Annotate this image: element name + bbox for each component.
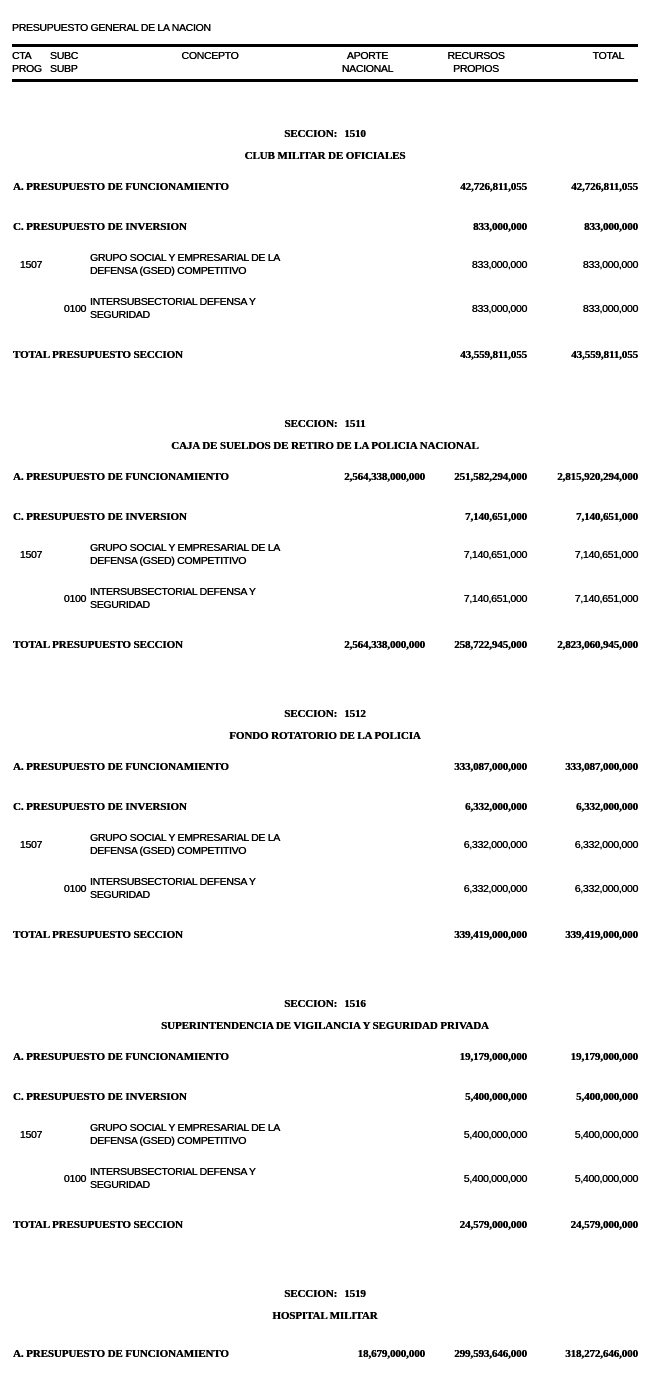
- cell-aporte: 2,564,338,000,000: [344, 639, 425, 651]
- section-name: CLUB MILITAR DE OFICIALES: [244, 150, 406, 162]
- cell-recursos: 5,400,000,000: [465, 1091, 527, 1103]
- cell-subc-subp: 0100: [63, 1172, 87, 1185]
- cell-recursos: 258,722,945,000: [454, 639, 527, 651]
- table-row: [12, 1166, 638, 1192]
- cell-recursos: 299,593,646,000: [454, 1348, 527, 1360]
- cell-recursos: 42,726,811,055: [460, 181, 527, 193]
- cell-total: 339,419,000,000: [565, 929, 638, 941]
- section-code-number: 1519: [344, 1288, 366, 1300]
- budget-section-1510: [12, 128, 638, 362]
- table-row: [12, 471, 638, 484]
- concepto-line1: INTERSUBSECTORIAL DEFENSA Y: [90, 296, 256, 308]
- cell-concepto: C. PRESUPUESTO DE INVERSION: [13, 511, 187, 523]
- cell-recursos: 6,332,000,000: [465, 801, 527, 813]
- section-rows: [12, 1051, 638, 1232]
- table-row: [12, 252, 638, 278]
- section-code-label: SECCION:: [284, 128, 338, 140]
- cell-total: 6,332,000,000: [576, 801, 638, 813]
- cell-concepto: [90, 542, 310, 568]
- header-subc-subp: [50, 50, 90, 76]
- concepto-line1: INTERSUBSECTORIAL DEFENSA Y: [90, 1166, 256, 1178]
- budget-section-1516: [12, 998, 638, 1232]
- section-rows: [12, 471, 638, 652]
- cell-recursos: 7,140,651,000: [463, 548, 527, 561]
- table-row: [12, 1091, 638, 1104]
- section-code: [12, 128, 638, 141]
- cell-recursos: 19,179,000,000: [459, 1051, 527, 1063]
- cell-total: 24,579,000,000: [570, 1219, 638, 1231]
- table-row: [12, 832, 638, 858]
- cell-subc-subp: 0100: [63, 302, 87, 315]
- cell-recursos: 833,000,000: [471, 258, 527, 271]
- budget-section-1519: [12, 1288, 638, 1361]
- cell-concepto: [90, 252, 310, 278]
- section-code: [12, 998, 638, 1011]
- cell-recursos: 833,000,000: [471, 302, 527, 315]
- header-aporte-nacional: [310, 50, 425, 76]
- cell-recursos: 7,140,651,000: [463, 592, 527, 605]
- header-cta: CTA: [12, 50, 32, 62]
- cell-total: 833,000,000: [582, 258, 638, 271]
- concepto-line2: SEGURIDAD: [90, 309, 150, 321]
- cell-recursos: 6,332,000,000: [463, 838, 527, 851]
- cell-total: 5,400,000,000: [576, 1091, 638, 1103]
- table-row: [12, 296, 638, 322]
- table-row-total: [12, 349, 638, 362]
- header-prog: PROG: [12, 63, 42, 75]
- cell-concepto: TOTAL PRESUPUESTO SECCION: [13, 349, 183, 361]
- cell-concepto: [90, 586, 310, 612]
- section-name: HOSPITAL MILITAR: [272, 1310, 378, 1322]
- table-row: [12, 801, 638, 814]
- table-row: [12, 511, 638, 524]
- section-rows: [12, 181, 638, 362]
- section-rows: [12, 1348, 638, 1361]
- cell-subc-subp: 0100: [63, 592, 87, 605]
- cell-concepto: A. PRESUPUESTO DE FUNCIONAMIENTO: [13, 1051, 229, 1063]
- cell-concepto: A. PRESUPUESTO DE FUNCIONAMIENTO: [13, 761, 229, 773]
- cell-total: 5,400,000,000: [574, 1128, 638, 1141]
- cell-recursos: 5,400,000,000: [463, 1128, 527, 1141]
- section-name: SUPERINTENDENCIA DE VIGILANCIA Y SEGURIDAD PRIVADA: [161, 1020, 489, 1032]
- concepto-line1: GRUPO SOCIAL Y EMPRESARIAL DE LA: [90, 1122, 280, 1134]
- concepto-line1: INTERSUBSECTORIAL DEFENSA Y: [90, 586, 256, 598]
- cell-cta-prog: 1507: [19, 1128, 43, 1141]
- table-row: [12, 181, 638, 194]
- budget-section-1512: [12, 708, 638, 942]
- cell-subc-subp: 0100: [63, 882, 87, 895]
- cell-total: 7,140,651,000: [576, 511, 638, 523]
- concepto-line1: GRUPO SOCIAL Y EMPRESARIAL DE LA: [90, 252, 280, 264]
- cell-cta-prog: 1507: [19, 548, 43, 561]
- section-code-label: SECCION:: [284, 418, 338, 430]
- section-code-number: 1510: [344, 128, 366, 140]
- cell-recursos: 339,419,000,000: [454, 929, 527, 941]
- table-row: [12, 542, 638, 568]
- cell-concepto: [90, 1122, 310, 1148]
- cell-total: 42,726,811,055: [571, 181, 638, 193]
- cell-concepto: TOTAL PRESUPUESTO SECCION: [13, 929, 183, 941]
- header-aporte: APORTE: [346, 50, 389, 62]
- cell-total: 5,400,000,000: [574, 1172, 638, 1185]
- table-row: [12, 761, 638, 774]
- cell-concepto: [90, 1166, 310, 1192]
- cell-aporte: 18,679,000,000: [357, 1348, 425, 1360]
- concepto-line1: GRUPO SOCIAL Y EMPRESARIAL DE LA: [90, 832, 280, 844]
- section-code: [12, 708, 638, 721]
- header-recursos-propios: [425, 50, 527, 76]
- concepto-line2: SEGURIDAD: [90, 889, 150, 901]
- cell-cta-prog: 1507: [19, 838, 43, 851]
- cell-total: 318,272,646,000: [565, 1348, 638, 1360]
- section-code-number: 1512: [344, 708, 366, 720]
- header-subp: SUBP: [50, 63, 78, 75]
- concepto-line2: DEFENSA (GSED) COMPETITIVO: [90, 265, 247, 277]
- header-cta-prog: [12, 50, 50, 76]
- table-row: [12, 876, 638, 902]
- table-row: [12, 1348, 638, 1361]
- document-title: PRESUPUESTO GENERAL DE LA NACION: [12, 22, 211, 34]
- table-row: [12, 221, 638, 234]
- concepto-line2: DEFENSA (GSED) COMPETITIVO: [90, 845, 247, 857]
- cell-recursos: 833,000,000: [473, 221, 527, 233]
- cell-concepto: C. PRESUPUESTO DE INVERSION: [13, 801, 187, 813]
- header-recursos: RECURSOS: [447, 50, 505, 62]
- cell-concepto: A. PRESUPUESTO DE FUNCIONAMIENTO: [13, 471, 229, 483]
- concepto-line1: GRUPO SOCIAL Y EMPRESARIAL DE LA: [90, 542, 280, 554]
- cell-concepto: [90, 876, 310, 902]
- section-code-label: SECCION:: [284, 1288, 338, 1300]
- header-nacional: NACIONAL: [341, 63, 394, 75]
- cell-recursos: 7,140,651,000: [465, 511, 527, 523]
- cell-total: 19,179,000,000: [570, 1051, 638, 1063]
- header-total: TOTAL: [592, 50, 624, 62]
- cell-concepto: C. PRESUPUESTO DE INVERSION: [13, 1091, 187, 1103]
- cell-concepto: [90, 296, 310, 322]
- cell-recursos: 24,579,000,000: [459, 1219, 527, 1231]
- table-header: [12, 44, 638, 82]
- header-concepto: CONCEPTO: [181, 50, 239, 62]
- cell-concepto: [90, 832, 310, 858]
- cell-total: 833,000,000: [584, 221, 638, 233]
- section-rows: [12, 761, 638, 942]
- cell-total: 333,087,000,000: [565, 761, 638, 773]
- cell-recursos: 6,332,000,000: [463, 882, 527, 895]
- concepto-line2: DEFENSA (GSED) COMPETITIVO: [90, 1135, 247, 1147]
- cell-total: 7,140,651,000: [574, 548, 638, 561]
- table-row: [12, 1122, 638, 1148]
- section-code-label: SECCION:: [284, 708, 338, 720]
- cell-total: 7,140,651,000: [574, 592, 638, 605]
- header-propios: PROPIOS: [453, 63, 499, 75]
- cell-total: 43,559,811,055: [571, 349, 638, 361]
- section-code: [12, 1288, 638, 1301]
- cell-total: 6,332,000,000: [574, 882, 638, 895]
- section-code-number: 1511: [344, 418, 366, 430]
- table-row: [12, 1051, 638, 1064]
- section-code: [12, 418, 638, 431]
- table-row-total: [12, 639, 638, 652]
- concepto-line2: SEGURIDAD: [90, 1179, 150, 1191]
- cell-recursos: 333,087,000,000: [454, 761, 527, 773]
- cell-aporte: 2,564,338,000,000: [344, 471, 425, 483]
- cell-recursos: 251,582,294,000: [454, 471, 527, 483]
- cell-total: 2,823,060,945,000: [557, 639, 638, 651]
- table-row: [12, 586, 638, 612]
- cell-recursos: 5,400,000,000: [463, 1172, 527, 1185]
- section-code-number: 1516: [344, 998, 366, 1010]
- budget-section-1511: [12, 418, 638, 652]
- section-name: CAJA DE SUELDOS DE RETIRO DE LA POLICIA NACIONAL: [171, 440, 479, 452]
- cell-recursos: 43,559,811,055: [460, 349, 527, 361]
- concepto-line1: INTERSUBSECTORIAL DEFENSA Y: [90, 876, 256, 888]
- cell-concepto: A. PRESUPUESTO DE FUNCIONAMIENTO: [13, 1348, 229, 1360]
- cell-concepto: C. PRESUPUESTO DE INVERSION: [13, 221, 187, 233]
- concepto-line2: DEFENSA (GSED) COMPETITIVO: [90, 555, 247, 567]
- cell-concepto: TOTAL PRESUPUESTO SECCION: [13, 639, 183, 651]
- section-name: FONDO ROTATORIO DE LA POLICIA: [229, 730, 421, 742]
- section-code-label: SECCION:: [284, 998, 338, 1010]
- cell-cta-prog: 1507: [19, 258, 43, 271]
- cell-concepto: A. PRESUPUESTO DE FUNCIONAMIENTO: [13, 181, 229, 193]
- document-page: [0, 22, 646, 1383]
- table-row-total: [12, 929, 638, 942]
- cell-total: 833,000,000: [582, 302, 638, 315]
- table-row-total: [12, 1219, 638, 1232]
- cell-total: 2,815,920,294,000: [557, 471, 638, 483]
- cell-total: 6,332,000,000: [574, 838, 638, 851]
- header-subc: SUBC: [50, 50, 78, 62]
- cell-concepto: TOTAL PRESUPUESTO SECCION: [13, 1219, 183, 1231]
- concepto-line2: SEGURIDAD: [90, 599, 150, 611]
